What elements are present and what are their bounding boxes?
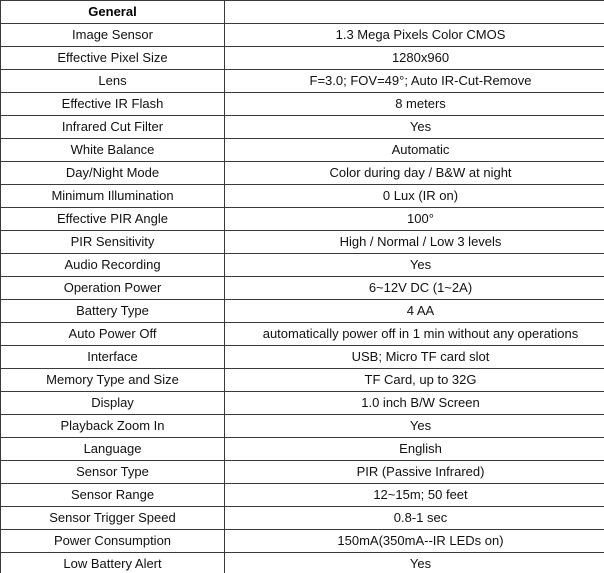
- spec-label: Sensor Range: [1, 484, 225, 507]
- table-row: [1, 369, 604, 392]
- spec-value: automatically power off in 1 min without any operations: [225, 323, 604, 346]
- table-row: [1, 507, 604, 530]
- table-row: [1, 461, 604, 484]
- spec-label: Playback Zoom In: [1, 415, 225, 438]
- spec-value: High / Normal / Low 3 levels: [225, 231, 604, 254]
- spec-value: Color during day / B&W at night: [225, 162, 604, 185]
- spec-value: 1280x960: [225, 47, 604, 70]
- spec-value: 1.3 Mega Pixels Color CMOS: [225, 24, 604, 47]
- table-row: [1, 300, 604, 323]
- spec-value: 1.0 inch B/W Screen: [225, 392, 604, 415]
- spec-label: Lens: [1, 70, 225, 93]
- spec-value: Yes: [225, 553, 604, 573]
- section-heading: General: [1, 1, 225, 24]
- spec-label: Interface: [1, 346, 225, 369]
- spec-label: Low Battery Alert: [1, 553, 225, 573]
- spec-label: Day/Night Mode: [1, 162, 225, 185]
- spec-label: Image Sensor: [1, 24, 225, 47]
- spec-label: Infrared Cut Filter: [1, 116, 225, 139]
- spec-label: Language: [1, 438, 225, 461]
- spec-table-body: [1, 24, 604, 573]
- spec-label: Sensor Type: [1, 461, 225, 484]
- table-row: [1, 116, 604, 139]
- table-row: [1, 139, 604, 162]
- spec-value: 150mA(350mA--IR LEDs on): [225, 530, 604, 553]
- table-row: [1, 484, 604, 507]
- table-row: [1, 438, 604, 461]
- spec-value: F=3.0; FOV=49°; Auto IR-Cut-Remove: [225, 70, 604, 93]
- spec-value: Yes: [225, 415, 604, 438]
- spec-label: Display: [1, 392, 225, 415]
- spec-label: Minimum Illumination: [1, 185, 225, 208]
- spec-label: Effective IR Flash: [1, 93, 225, 116]
- spec-value: Yes: [225, 116, 604, 139]
- spec-label: Power Consumption: [1, 530, 225, 553]
- table-row: [1, 392, 604, 415]
- spec-value: USB; Micro TF card slot: [225, 346, 604, 369]
- spec-label: White Balance: [1, 139, 225, 162]
- table-row: [1, 162, 604, 185]
- table-row: [1, 346, 604, 369]
- spec-label: Effective Pixel Size: [1, 47, 225, 70]
- spec-value: 0 Lux (IR on): [225, 185, 604, 208]
- spec-label: Operation Power: [1, 277, 225, 300]
- spec-value: PIR (Passive Infrared): [225, 461, 604, 484]
- spec-value: 8 meters: [225, 93, 604, 116]
- spec-value: Yes: [225, 254, 604, 277]
- table-row: [1, 185, 604, 208]
- table-row: [1, 93, 604, 116]
- table-row: [1, 277, 604, 300]
- spec-value: 6~12V DC (1~2A): [225, 277, 604, 300]
- spec-label: Effective PIR Angle: [1, 208, 225, 231]
- table-row: [1, 415, 604, 438]
- spec-label: Memory Type and Size: [1, 369, 225, 392]
- table-row: [1, 24, 604, 47]
- spec-label: Auto Power Off: [1, 323, 225, 346]
- spec-label: PIR Sensitivity: [1, 231, 225, 254]
- section-heading-value: [225, 1, 604, 24]
- table-row: [1, 47, 604, 70]
- spec-value: English: [225, 438, 604, 461]
- table-row: [1, 323, 604, 346]
- spec-label: Battery Type: [1, 300, 225, 323]
- spec-label: Sensor Trigger Speed: [1, 507, 225, 530]
- spec-label: Audio Recording: [1, 254, 225, 277]
- table-row: [1, 553, 604, 573]
- spec-value: TF Card, up to 32G: [225, 369, 604, 392]
- spec-value: Automatic: [225, 139, 604, 162]
- spec-value: 12~15m; 50 feet: [225, 484, 604, 507]
- table-row: [1, 530, 604, 553]
- table-row: [1, 208, 604, 231]
- table-header-row: [1, 1, 604, 24]
- spec-value: 100°: [225, 208, 604, 231]
- spec-value: 0.8-1 sec: [225, 507, 604, 530]
- table-row: [1, 231, 604, 254]
- table-row: [1, 254, 604, 277]
- spec-value: 4 AA: [225, 300, 604, 323]
- table-row: [1, 70, 604, 93]
